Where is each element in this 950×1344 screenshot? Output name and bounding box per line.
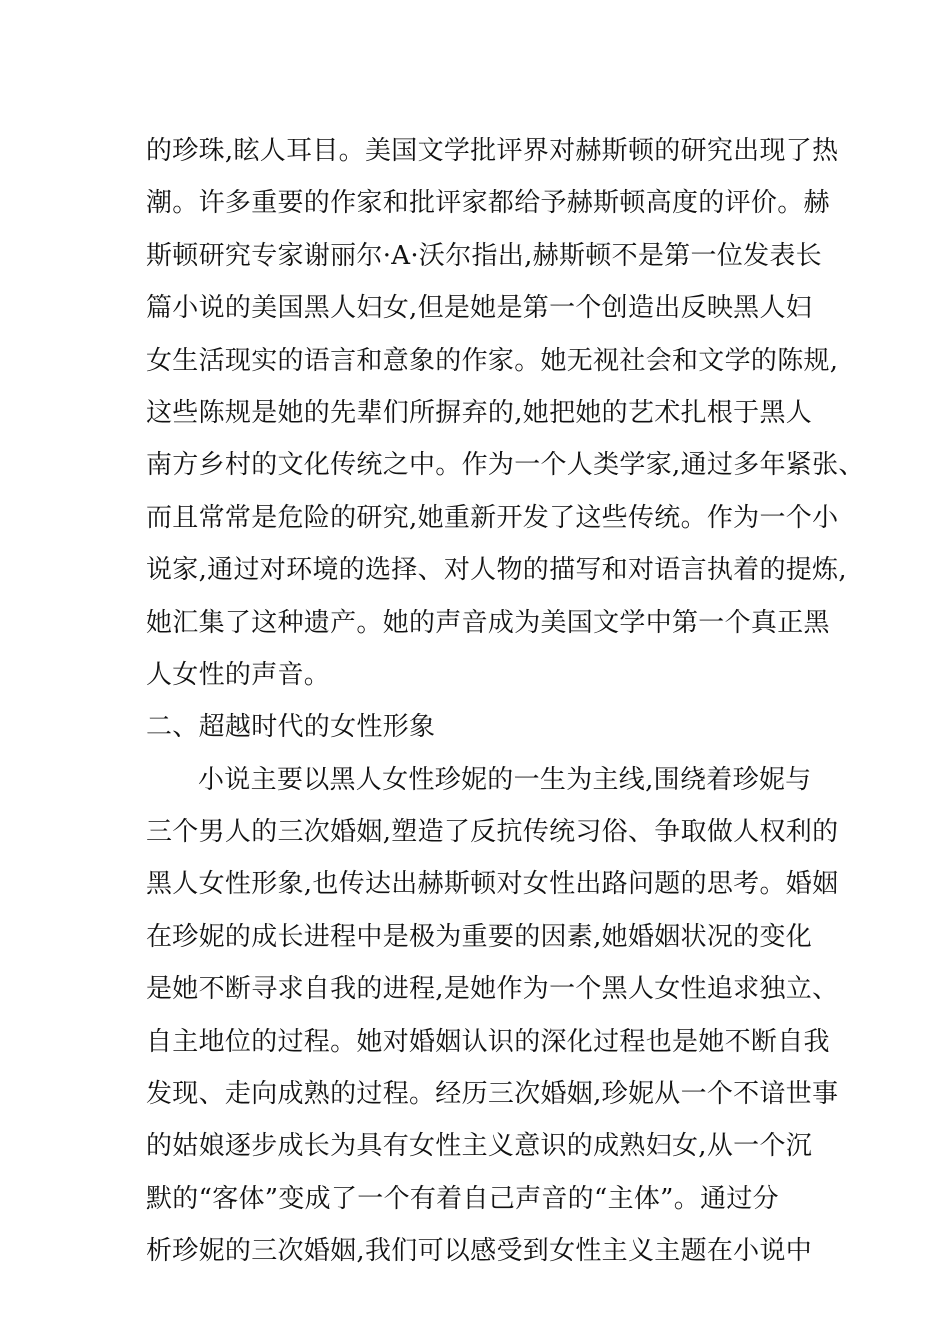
text-line: 的姑娘逐步成长为具有女性主义意识的成熟妇女,从一个沉 <box>146 1131 813 1162</box>
text-line: 发现、走向成熟的过程。经历三次婚姻,珍妮从一个不谙世事 <box>146 1079 839 1110</box>
text-line: 潮。许多重要的作家和批评家都给予赫斯顿高度的评价。赫 <box>146 188 830 219</box>
text-line: 是她不断寻求自我的进程,是她作为一个黑人女性追求独立、 <box>146 974 839 1005</box>
body-text <box>146 125 865 1278</box>
text-line: 默的“客体”变成了一个有着自己声音的“主体”。通过分 <box>146 1183 779 1214</box>
text-line: 析珍妮的三次婚姻,我们可以感受到女性主义主题在小说中 <box>146 1236 813 1267</box>
text-line: 而且常常是危险的研究,她重新开发了这些传统。作为一个小 <box>146 502 839 533</box>
text-line: 的珍珠,眩人耳目。美国文学批评界对赫斯顿的研究出现了热 <box>146 136 839 166</box>
text-line: 在珍妮的成长进程中是极为重要的因素,她婚姻状况的变化 <box>146 921 813 952</box>
text-line: 说家,通过对环境的选择、对人物的描写和对语言执着的提炼, <box>146 555 847 586</box>
paragraph-first-line: 小说主要以黑人女性珍妮的一生为主线,围绕着珍妮与 <box>198 764 812 795</box>
text-line: 黑人女性形象,也传达出赫斯顿对女性出路问题的思考。婚姻 <box>146 869 839 900</box>
text-line: 人女性的声音。 <box>146 659 331 690</box>
text-line: 她汇集了这种遗产。她的声音成为美国文学中第一个真正黑 <box>146 607 830 638</box>
text-line: 这些陈规是她的先辈们所摒弃的,她把她的艺术扎根于黑人 <box>146 397 813 428</box>
text-line: 斯顿研究专家谢丽尔·A·沃尔指出,赫斯顿不是第一位发表长 <box>146 240 822 271</box>
text-line: 三个男人的三次婚姻,塑造了反抗传统习俗、争取做人权利的 <box>146 817 839 848</box>
text-line: 自主地位的过程。她对婚姻认识的深化过程也是她不断自我 <box>146 1026 830 1057</box>
section-heading: 二、超越时代的女性形象 <box>146 712 436 743</box>
text-line: 女生活现实的语言和意象的作家。她无视社会和文学的陈规, <box>146 345 839 376</box>
text-line: 篇小说的美国黑人妇女,但是她是第一个创造出反映黑人妇 <box>146 293 813 324</box>
text-line: 南方乡村的文化传统之中。作为一个人类学家,通过多年紧张、 <box>146 450 865 481</box>
